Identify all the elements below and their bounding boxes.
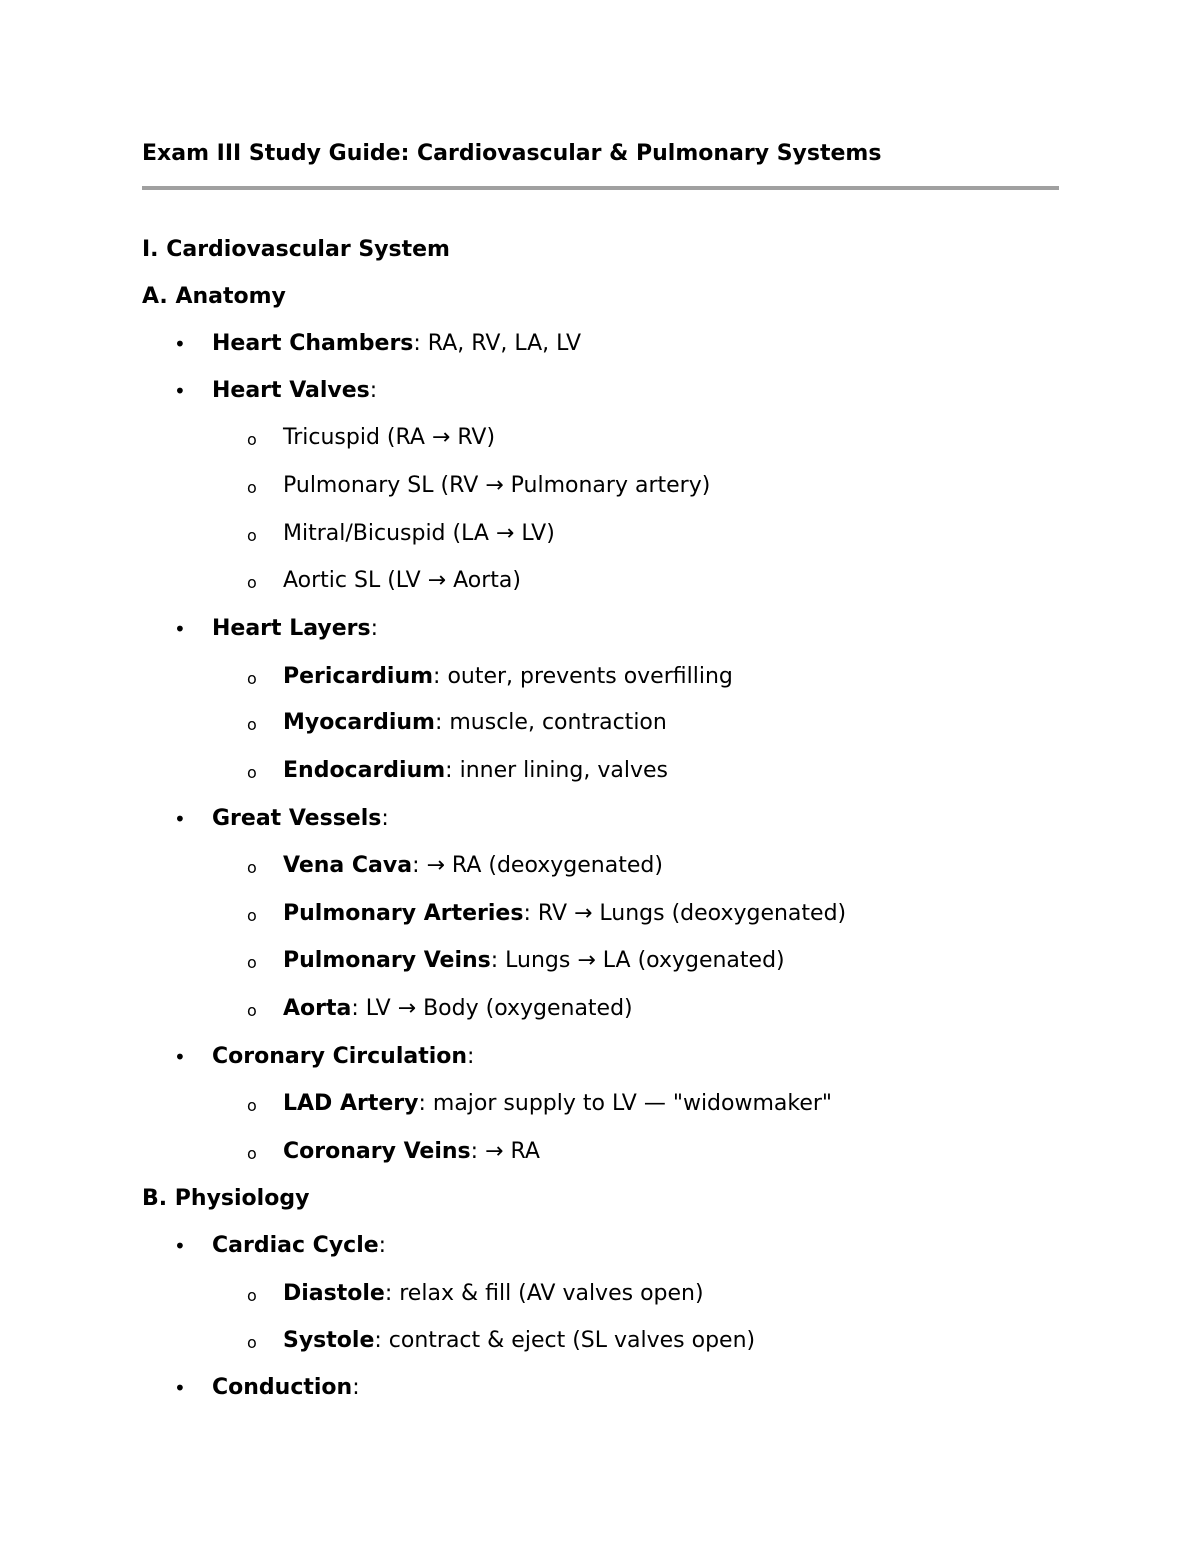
term-label: Diastole: [283, 1281, 385, 1306]
sub-bullet-icon: o: [247, 715, 257, 734]
sub-bullet-icon: o: [247, 1333, 257, 1352]
item-text: Pulmonary SL (RV → Pulmonary artery): [283, 473, 711, 498]
term-description: :: [381, 806, 389, 831]
sub-list-item: [247, 1279, 704, 1309]
sub-list-item: [247, 851, 663, 881]
sub-bullet-icon: o: [247, 1001, 257, 1020]
page-title: Exam III Study Guide: Cardiovascular & Pulmonary Systems: [142, 141, 882, 166]
bullet-icon: •: [174, 1234, 186, 1258]
term-description: : muscle, contraction: [434, 710, 667, 735]
sub-bullet-icon: o: [247, 526, 257, 545]
term-label: Heart Layers: [212, 616, 371, 641]
term-description: : RA, RV, LA, LV: [413, 331, 582, 356]
sub-list-item: [247, 423, 496, 453]
term-label: Pulmonary Arteries: [283, 901, 524, 926]
list-item: [174, 614, 379, 644]
term-label: Myocardium: [283, 710, 435, 735]
sub-list-item: [247, 662, 733, 692]
bullet-icon: •: [174, 1376, 186, 1400]
sub-bullet-icon: o: [247, 763, 257, 782]
sub-list-item: [247, 519, 555, 549]
sub-bullet-icon: o: [247, 478, 257, 497]
list-item: [174, 329, 582, 359]
list-item: [174, 1231, 387, 1261]
term-label: Coronary Veins: [283, 1139, 471, 1164]
term-description: : inner lining, valves: [445, 758, 668, 783]
list-item: [174, 804, 389, 834]
term-description: : relax & fill (AV valves open): [384, 1281, 704, 1306]
bullet-icon: •: [174, 807, 186, 831]
subsection-heading-physiology: B. Physiology: [142, 1186, 310, 1211]
sub-list-item: [247, 566, 521, 596]
subsection-heading-anatomy: A. Anatomy: [142, 284, 286, 309]
sub-bullet-icon: o: [247, 1286, 257, 1305]
item-text: Mitral/Bicuspid (LA → LV): [283, 521, 555, 546]
term-description: : → RA (deoxygenated): [412, 853, 663, 878]
sub-list-item: [247, 708, 667, 738]
list-item: [174, 376, 378, 406]
term-label: LAD Artery: [283, 1091, 419, 1116]
term-label: Vena Cava: [283, 853, 413, 878]
term-label: Great Vessels: [212, 806, 382, 831]
term-label: Endocardium: [283, 758, 446, 783]
bullet-icon: •: [174, 1045, 186, 1069]
sub-bullet-icon: o: [247, 573, 257, 592]
sub-list-item: [247, 471, 711, 501]
term-description: :: [352, 1375, 360, 1400]
term-label: Conduction: [212, 1375, 353, 1400]
list-item: [174, 1042, 475, 1072]
term-label: Coronary Circulation: [212, 1044, 468, 1069]
sub-bullet-icon: o: [247, 1096, 257, 1115]
sub-list-item: [247, 1326, 756, 1356]
term-description: :: [369, 378, 378, 403]
term-label: Heart Chambers: [212, 331, 414, 356]
term-label: Pericardium: [283, 664, 434, 689]
item-text: Tricuspid (RA → RV): [283, 425, 496, 450]
title-divider: [142, 186, 1059, 190]
term-description: :: [467, 1044, 475, 1069]
bullet-icon: •: [174, 617, 186, 641]
sub-list-item: [247, 994, 633, 1024]
term-label: Cardiac Cycle: [212, 1233, 379, 1258]
term-description: : Lungs → LA (oxygenated): [490, 948, 785, 973]
bullet-icon: •: [174, 332, 186, 356]
item-text: Aortic SL (LV → Aorta): [283, 568, 521, 593]
sub-bullet-icon: o: [247, 669, 257, 688]
term-description: : outer, prevents overfilling: [433, 664, 733, 689]
list-item: [174, 1373, 360, 1403]
sub-bullet-icon: o: [247, 858, 257, 877]
sub-list-item: [247, 1137, 540, 1167]
sub-list-item: [247, 946, 785, 976]
bullet-icon: •: [174, 379, 186, 403]
sub-bullet-icon: o: [247, 1144, 257, 1163]
term-label: Systole: [283, 1328, 375, 1353]
sub-bullet-icon: o: [247, 906, 257, 925]
term-description: : major supply to LV — "widowmaker": [418, 1091, 833, 1116]
sub-bullet-icon: o: [247, 953, 257, 972]
term-label: Aorta: [283, 996, 352, 1021]
term-description: : contract & eject (SL valves open): [374, 1328, 756, 1353]
term-description: :: [378, 1233, 387, 1258]
sub-list-item: [247, 1089, 833, 1119]
sub-list-item: [247, 899, 847, 929]
term-description: :: [370, 616, 379, 641]
term-description: : RV → Lungs (deoxygenated): [523, 901, 847, 926]
term-description: : LV → Body (oxygenated): [351, 996, 633, 1021]
sub-list-item: [247, 756, 668, 786]
term-label: Heart Valves: [212, 378, 370, 403]
section-heading: I. Cardiovascular System: [142, 237, 450, 262]
term-label: Pulmonary Veins: [283, 948, 491, 973]
sub-bullet-icon: o: [247, 430, 257, 449]
term-description: : → RA: [470, 1139, 540, 1164]
